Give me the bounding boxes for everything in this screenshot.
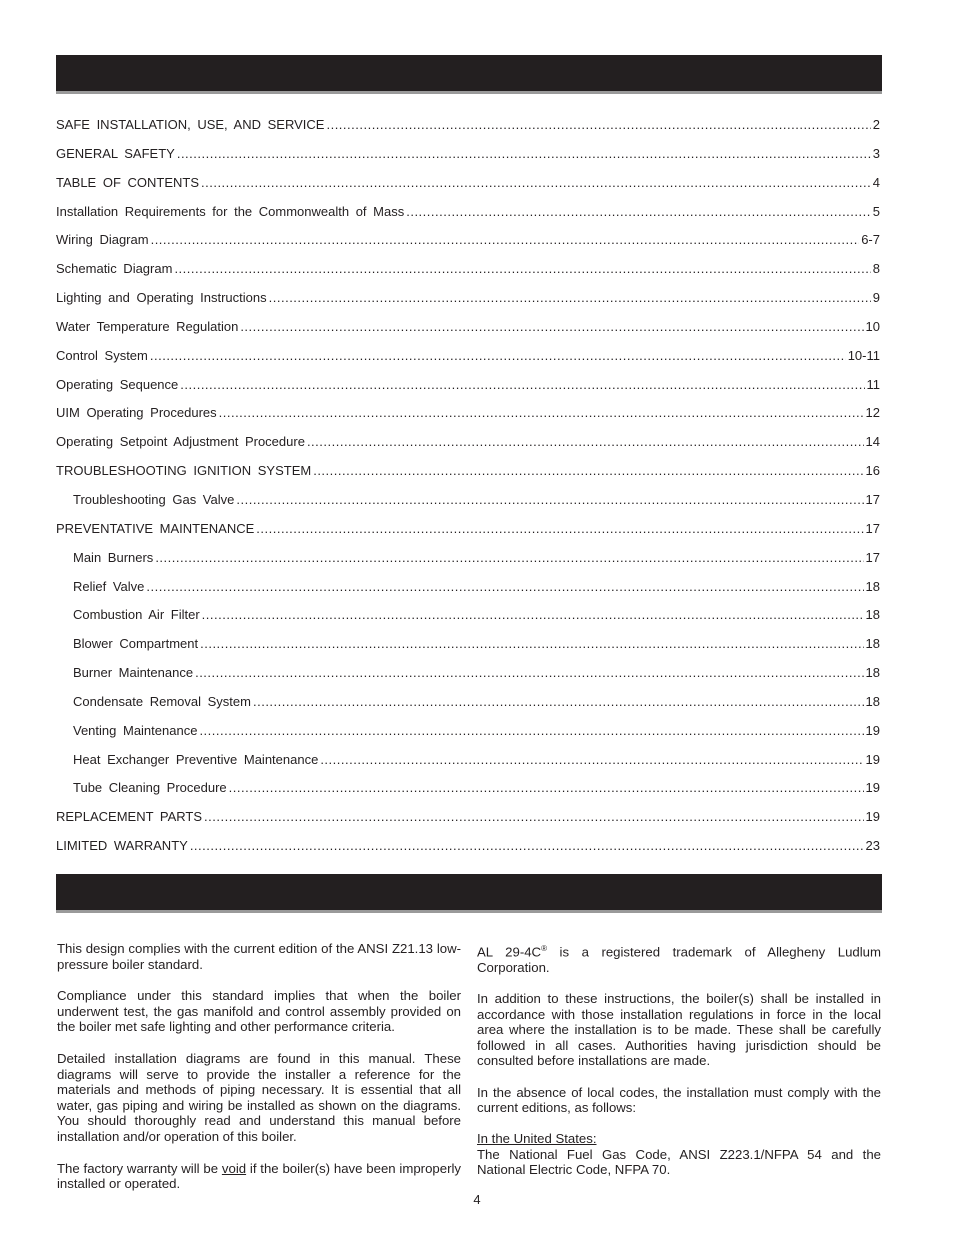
toc-entry-page: 18 <box>865 578 880 594</box>
toc-entry-page: 18 <box>865 636 880 652</box>
toc-dot-leader <box>256 521 863 536</box>
toc-entry[interactable] <box>56 175 880 204</box>
toc-dot-leader <box>177 146 871 161</box>
toc-dot-leader <box>146 579 863 594</box>
toc-entry-title: Burner Maintenance <box>73 665 194 681</box>
toc-dot-leader <box>307 434 864 449</box>
toc-entry[interactable] <box>56 290 880 319</box>
toc-entry[interactable] <box>56 348 880 377</box>
toc-entry-title: Tube Cleaning Procedure <box>73 780 227 796</box>
intro-right-column <box>477 941 881 1178</box>
introduction-banner <box>56 874 882 913</box>
warranty-text-start: The factory warranty will be <box>57 1160 222 1176</box>
toc-entry-page: 18 <box>865 693 880 709</box>
toc-entry-page: 10 <box>865 318 880 334</box>
toc-entry-title: LIMITED WARRANTY <box>56 838 188 854</box>
compliance-meaning-paragraph: Compliance under this standard implies that when the boiler underwent test, the gas manifold and control assembly provided on the boiler met safe lighting and other performance criteria. <box>57 988 461 1035</box>
toc-entry-page: 19 <box>865 722 880 738</box>
warranty-void-paragraph <box>57 1161 461 1192</box>
trademark-owner: is a registered trademark of Allegheny Ludlum Corporation. <box>477 944 881 975</box>
toc-entry[interactable] <box>56 434 880 463</box>
toc-entry[interactable] <box>56 521 880 550</box>
toc-entry-title: Wiring Diagram <box>56 232 149 248</box>
standard-compliance-paragraph: This design complies with the current edition of the ANSI Z21.13 low-pressure boiler standard. <box>57 941 461 972</box>
toc-dot-leader <box>195 665 863 680</box>
toc-dot-leader <box>406 204 871 219</box>
toc-dot-leader <box>269 290 871 305</box>
toc-entry-title: Heat Exchanger Preventive Maintenance <box>73 751 319 767</box>
toc-entry-page: 18 <box>865 607 880 623</box>
toc-entry-page: 17 <box>865 491 880 507</box>
toc-entry-page: 11 <box>866 376 880 392</box>
toc-entry[interactable] <box>56 492 880 521</box>
toc-dot-leader <box>326 117 870 132</box>
toc-entry-page: 19 <box>865 809 880 825</box>
local-regulations-paragraph: In addition to these instructions, the boiler(s) shall be installed in accordance with those installation regulations in force in the local area where the installation is to be made. These shall be carefully followed in all cases. Authorities having jurisdiction should be consulted before installations are made. <box>477 991 881 1069</box>
toc-entry-title: REPLACEMENT PARTS <box>56 809 203 825</box>
toc-entry-page: 9 <box>872 290 880 306</box>
toc-entry-page: 2 <box>872 117 880 132</box>
page-number: 4 <box>473 1192 481 1207</box>
toc-entry[interactable] <box>56 579 880 608</box>
toc-entry-title: Installation Requirements for the Commonwealth of Mass <box>56 203 405 219</box>
toc-entry[interactable] <box>56 780 880 809</box>
toc-entry-title: TROUBLESHOOTING IGNITION SYSTEM <box>56 463 312 479</box>
toc-entry[interactable] <box>56 694 880 723</box>
toc-entry-page: 8 <box>872 261 880 277</box>
toc-dot-leader <box>201 175 871 190</box>
toc-entry-title: Condensate Removal System <box>73 693 251 709</box>
toc-dot-leader <box>199 723 863 738</box>
toc-entry-title: Troubleshooting Gas Valve <box>73 491 235 507</box>
toc-entry-title: Lighting and Operating Instructions <box>56 290 267 306</box>
toc-entry[interactable] <box>56 319 880 348</box>
toc-dot-leader <box>174 261 870 276</box>
toc-entry[interactable] <box>56 117 880 146</box>
toc-entry-page: 18 <box>865 665 880 681</box>
table-of-contents <box>56 117 880 867</box>
trademark-name: AL 29-4C <box>477 944 542 960</box>
toc-entry[interactable] <box>56 607 880 636</box>
toc-entry-title: Main Burners <box>73 549 154 565</box>
toc-entry-title: SAFE INSTALLATION, USE, AND SERVICE <box>56 117 325 132</box>
trademark-paragraph <box>477 941 881 976</box>
toc-entry-page: 14 <box>865 434 880 450</box>
toc-dot-leader <box>229 780 864 795</box>
toc-entry[interactable] <box>56 809 880 838</box>
toc-entry-page: 19 <box>865 780 880 796</box>
toc-entry-page: 17 <box>865 549 880 565</box>
toc-entry-page: 16 <box>865 463 880 479</box>
table-of-contents-banner <box>56 55 882 94</box>
toc-dot-leader <box>155 550 863 565</box>
toc-dot-leader <box>204 809 863 824</box>
toc-entry-title: Blower Compartment <box>73 636 199 652</box>
toc-entry[interactable] <box>56 636 880 665</box>
toc-entry-title: Operating Sequence <box>56 376 179 392</box>
toc-entry-title: GENERAL SAFETY <box>56 145 175 161</box>
toc-entry-page: 4 <box>872 174 880 190</box>
toc-entry-page: 5 <box>872 203 880 219</box>
toc-entry-title: PREVENTATIVE MAINTENANCE <box>56 520 255 536</box>
installation-diagrams-paragraph: Detailed installation diagrams are found in this manual. These diagrams will serve to provide the installer a reference for the materials and methods of piping necessary. It is essential that all water, gas piping and wiring be installed as shown on the diagrams. You should thoroughly read and understand this manual before installation and/or operation of this boiler. <box>57 1050 461 1144</box>
toc-entry[interactable] <box>56 261 880 290</box>
united-states-codes <box>477 1131 881 1178</box>
local-codes-paragraph: In the absence of local codes, the installation must comply with the current editions, as follows: <box>477 1084 881 1116</box>
toc-entry[interactable] <box>56 146 880 175</box>
toc-entry[interactable] <box>56 377 880 406</box>
toc-entry[interactable] <box>56 752 880 781</box>
toc-entry[interactable] <box>56 204 880 233</box>
toc-dot-leader <box>313 463 863 478</box>
toc-entry-page: 23 <box>865 838 880 854</box>
toc-dot-leader <box>236 492 863 507</box>
toc-dot-leader <box>200 636 863 651</box>
toc-dot-leader <box>150 348 846 363</box>
toc-entry-page: 19 <box>865 751 880 767</box>
united-states-heading: In the United States: <box>477 1131 597 1147</box>
toc-dot-leader <box>320 752 863 767</box>
toc-dot-leader <box>190 838 864 853</box>
warranty-text-end: if the boiler(s) have been improperly installed or operated. <box>57 1160 461 1192</box>
toc-entry-title: Water Temperature Regulation <box>56 318 239 334</box>
toc-entry-title: UIM Operating Procedures <box>56 405 217 421</box>
toc-entry-title: Venting Maintenance <box>73 722 198 738</box>
toc-dot-leader <box>202 607 864 622</box>
toc-entry[interactable] <box>56 665 880 694</box>
toc-entry-title: Operating Setpoint Adjustment Procedure <box>56 434 305 450</box>
toc-entry-title: Control System <box>56 347 148 363</box>
toc-entry-page: 17 <box>865 520 880 536</box>
toc-entry-title: TABLE OF CONTENTS <box>56 174 199 190</box>
toc-entry[interactable] <box>56 405 880 434</box>
toc-entry-page: 10-11 <box>847 347 880 363</box>
toc-entry-title: Combustion Air Filter <box>73 607 200 623</box>
toc-entry[interactable] <box>56 463 880 492</box>
toc-entry-page: 12 <box>865 405 880 421</box>
toc-entry[interactable] <box>56 838 880 867</box>
void-word: void <box>221 1160 247 1176</box>
toc-dot-leader <box>240 319 863 334</box>
toc-dot-leader <box>180 377 864 392</box>
toc-entry[interactable] <box>56 723 880 752</box>
toc-entry-title: Relief Valve <box>73 578 145 594</box>
toc-entry[interactable] <box>56 550 880 579</box>
toc-dot-leader <box>219 405 864 420</box>
toc-dot-leader <box>253 694 864 709</box>
toc-entry-page: 6-7 <box>861 232 880 248</box>
toc-entry-title: Schematic Diagram <box>56 261 173 277</box>
toc-dot-leader <box>151 232 860 247</box>
toc-entry[interactable] <box>56 232 880 261</box>
intro-left-column <box>57 941 461 1208</box>
united-states-code-text: The National Fuel Gas Code, ANSI Z223.1/NFPA 54 and the National Electric Code, NFPA 70. <box>477 1146 881 1178</box>
toc-entry-page: 3 <box>872 145 880 161</box>
registered-mark: ® <box>541 944 547 953</box>
